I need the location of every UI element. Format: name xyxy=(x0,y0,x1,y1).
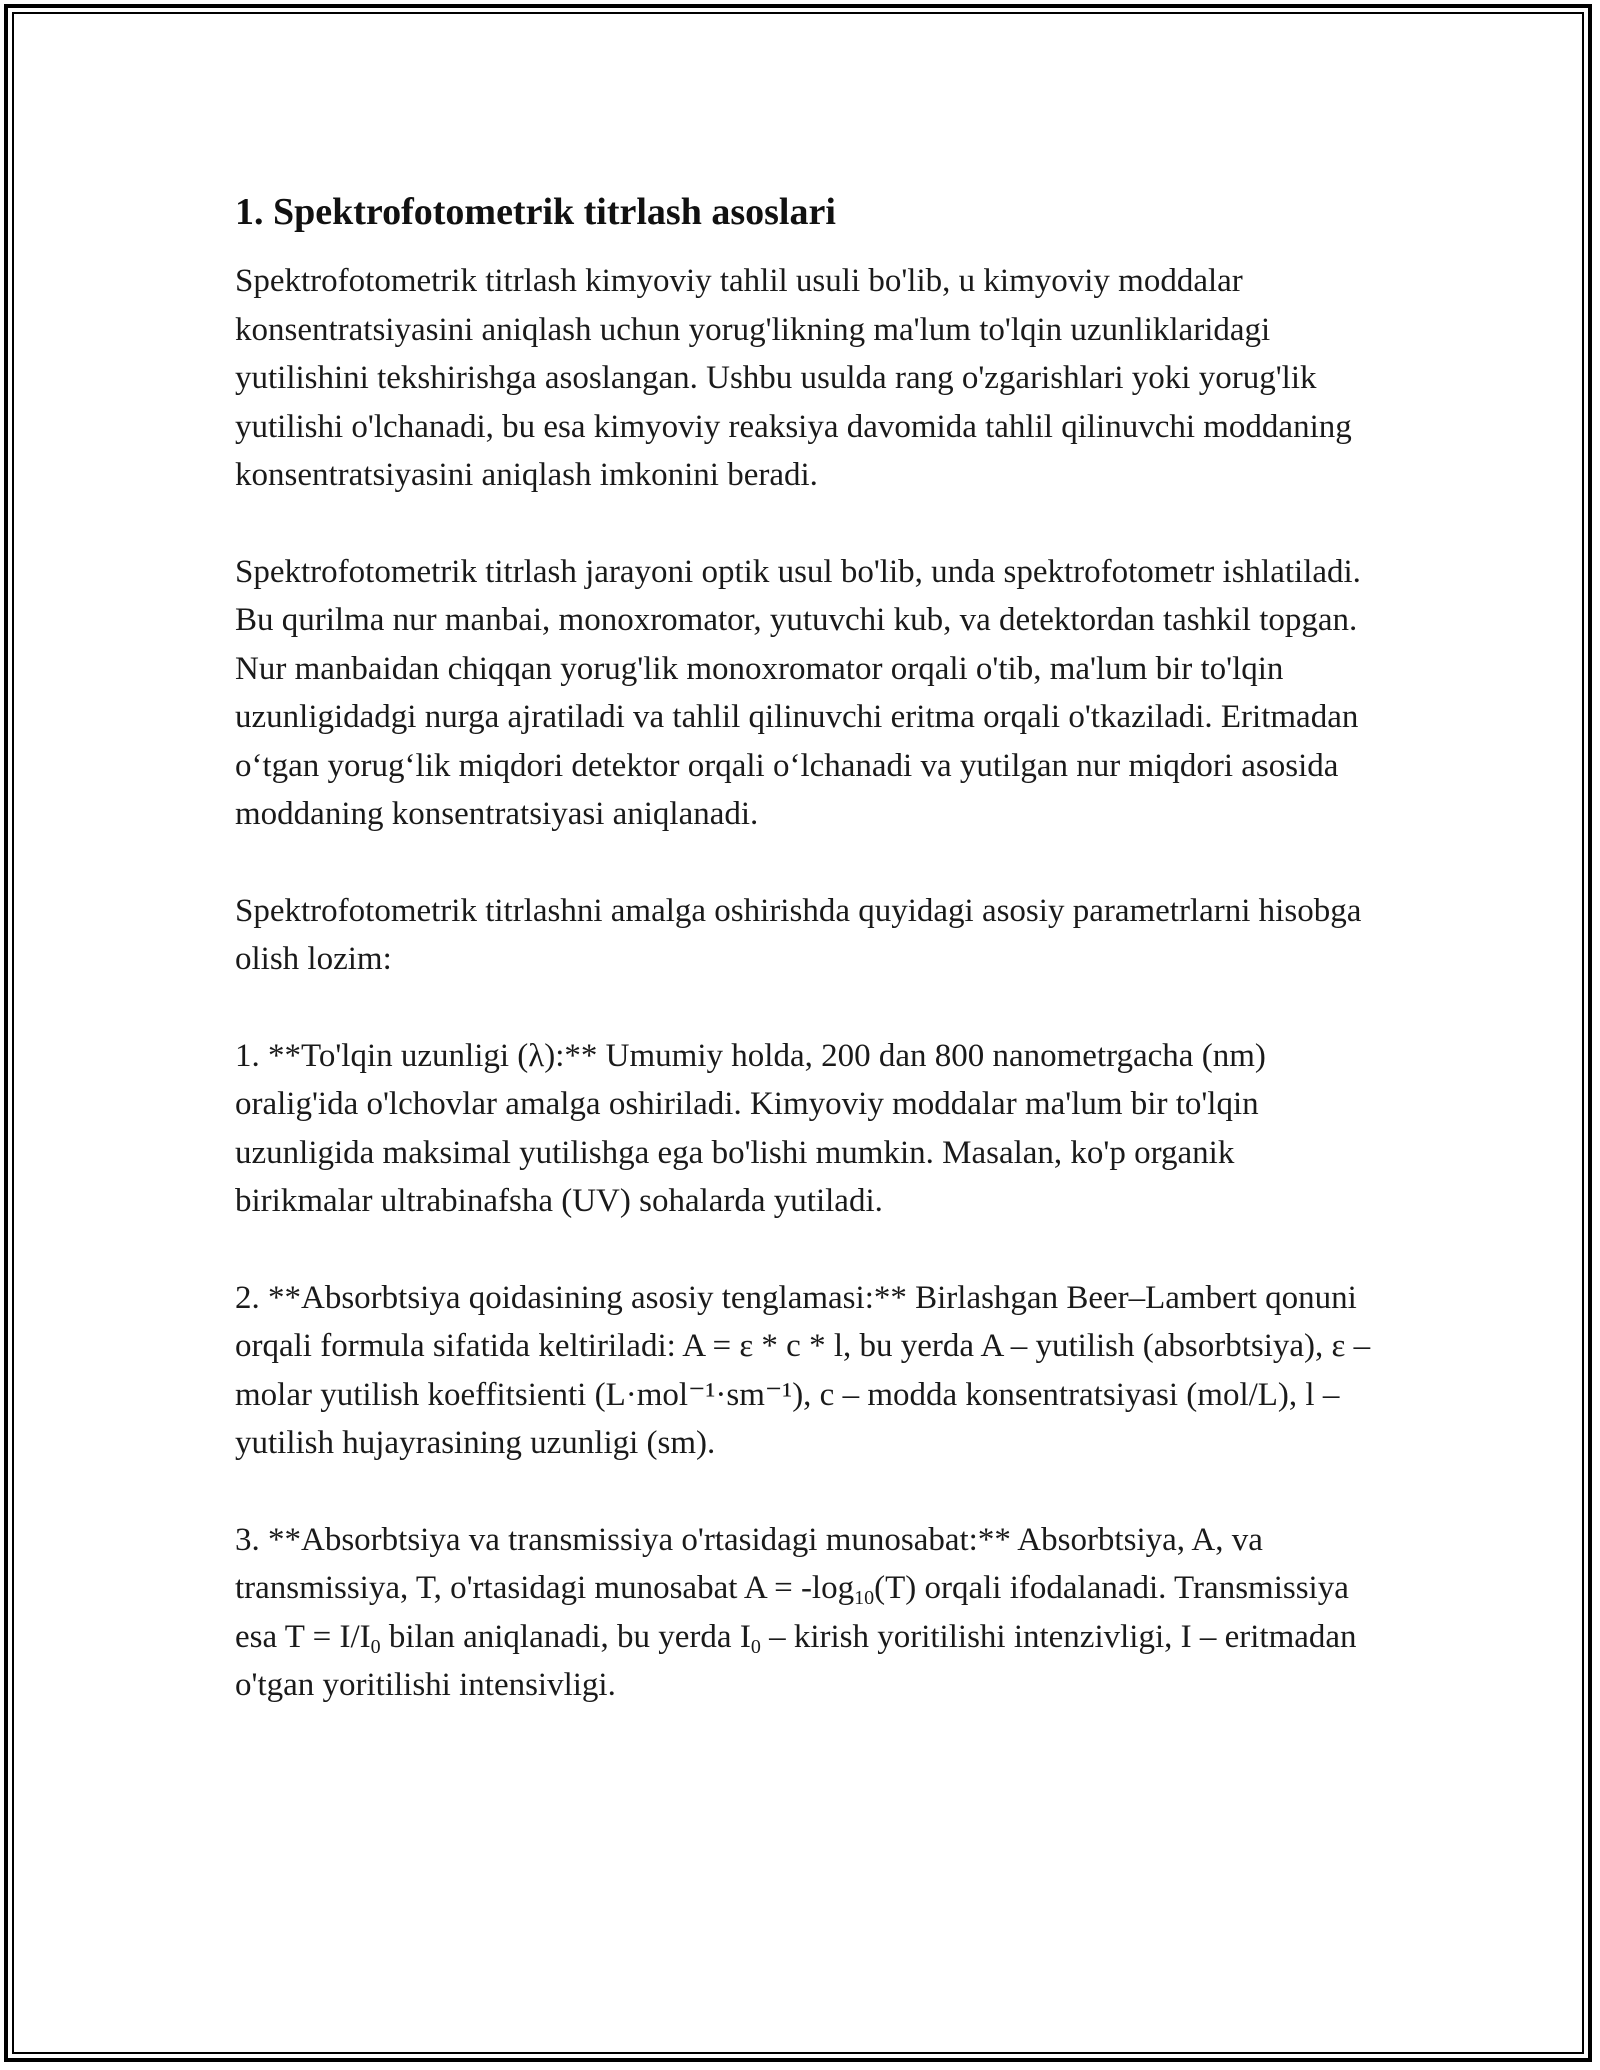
subscript: 10 xyxy=(854,1587,875,1609)
paragraph-wavelength: 1. **To'lqin uzunligi (λ):** Umumiy holda, 200 dan 800 nanometrgacha (nm) oralig'ida o'lchovlar amalga oshiriladi. Kimyoviy moddalar ma'lum bir to'lqin uzunligida maksimal yutilishga ega bo'lishi mumkin. Masalan, ko'p organik birikmalar ultrabinafsha (UV) sohalarda yutiladi. xyxy=(235,1037,1266,1219)
text-segment: (T) orqali ifodalanadi. Transmissiya esa T = I/I xyxy=(235,1570,1349,1655)
paragraph-intro: Spektrofotometrik titrlash kimyoviy tahlil usuli bo'lib, u kimyoviy moddalar konsentratsiyasini aniqlash uchun yorug'likning ma'lum to'lqin uzunliklaridagi yutilishini tekshirishga asoslangan. Ushbu usulda rang o'zgarishlari yoki yorug'lik yutilishi o'lchanadi, bu esa kimyoviy reaksiya davomida tahlil qilinuvchi moddaning konsentratsiyasini aniqlash imkonini beradi. xyxy=(235,263,1352,493)
text-segment: bilan aniqlanadi, bu yerda I xyxy=(380,1618,751,1655)
document-body xyxy=(235,185,1375,1758)
text-segment: 3. **Absorbtsiya va transmissiya o'rtasidagi munosabat:** Absorbtsiya, A, va transmissiya, T, o'rtasidagi munosabat A = -log xyxy=(235,1521,1263,1606)
section-heading: 1. Spektrofotometrik titrlash asoslari xyxy=(235,191,836,233)
text-segment: – kirish yoritilishi intenzivligi, I – eritmadan o'tgan yoritilishi intensivligi. xyxy=(235,1618,1357,1703)
paragraph-parameters-intro: Spektrofotometrik titrlashni amalga oshirishda quyidagi asosiy parametrlarni hisobga olish lozim: xyxy=(235,892,1362,977)
paragraph-absorbance-transmittance xyxy=(235,1516,1375,1710)
paragraph-beer-lambert: 2. **Absorbtsiya qoidasining asosiy tenglamasi:** Birlashgan Beer–Lambert qonuni orqali formula sifatida keltiriladi: A = ε * c * l, bu yerda A – yutilish (absorbtsiya), ε – molar yutilish koeffitsienti (L·mol⁻¹·sm⁻¹), c – modda konsentratsiyasi (mol/L), l – yutilish hujayrasining uzunligi (sm). xyxy=(235,1279,1371,1461)
paragraph-process: Spektrofotometrik titrlash jarayoni optik usul bo'lib, unda spektrofotometr ishlatiladi. Bu qurilma nur manbai, monoxromator, yutuvchi kub, va detektordan tashkil topgan. Nur manbaidan chiqqan yorug'lik monoxromator orqali o'tib, ma'lum bir to'lqin uzunligidadgi nurga ajratiladi va tahlil qilinuvchi eritma orqali o'tkaziladi. Eritmadan o‘tgan yorug‘lik miqdori detektor orqali o‘lchanadi va yutilgan nur miqdori asosida moddaning konsentratsiyasi aniqlanadi. xyxy=(235,553,1361,832)
subscript: 0 xyxy=(750,1635,761,1658)
subscript: 0 xyxy=(370,1635,381,1658)
